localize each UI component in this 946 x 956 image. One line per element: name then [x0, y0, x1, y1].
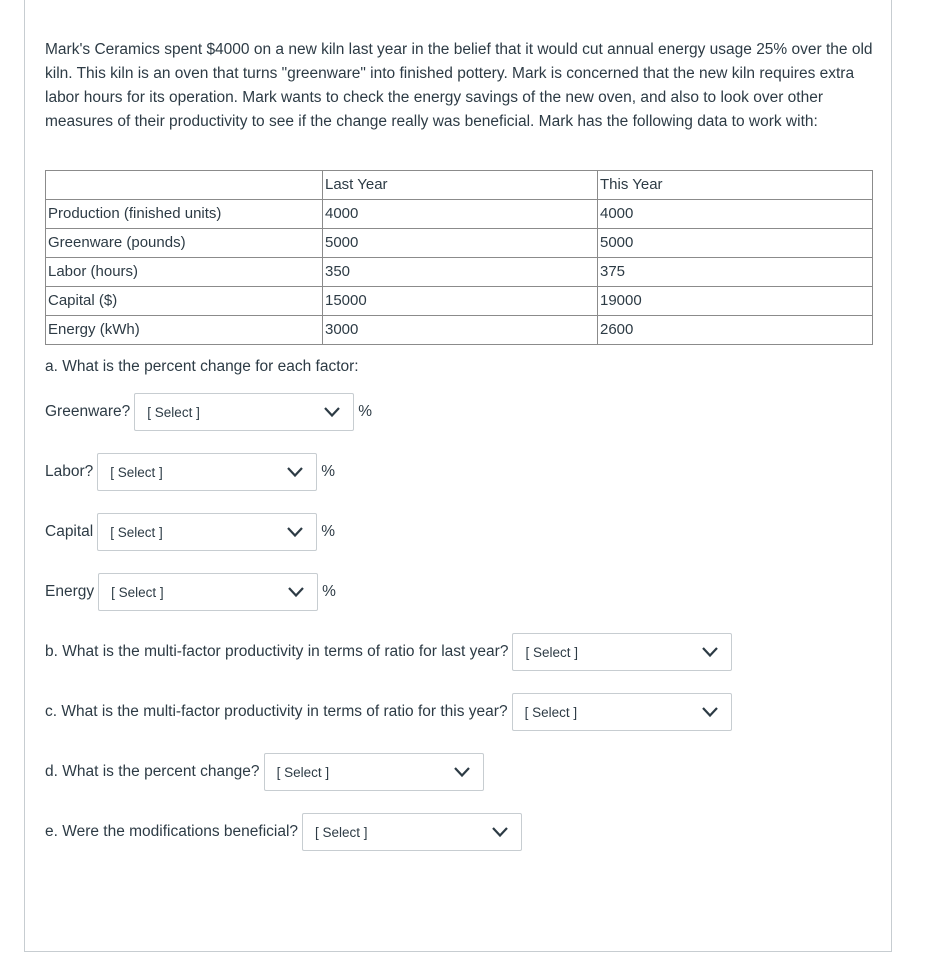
question-e-row [45, 813, 522, 851]
energy-select[interactable] [98, 573, 318, 611]
question-b-row [45, 633, 732, 671]
energy-row [45, 573, 336, 611]
chevron-down-icon [491, 826, 509, 838]
table-cell: 5000 [598, 229, 873, 258]
select-placeholder: [ Select ] [315, 824, 368, 840]
select-placeholder: [ Select ] [110, 524, 163, 540]
percent-unit: % [321, 523, 336, 540]
chevron-down-icon [323, 406, 341, 418]
chevron-down-icon [286, 526, 304, 538]
question-d-label: d. What is the percent change? [45, 763, 260, 780]
table-cell: Labor (hours) [46, 258, 323, 287]
chevron-down-icon [701, 646, 719, 658]
table-header-cell: Last Year [323, 171, 598, 200]
percent-unit: % [322, 583, 336, 600]
select-placeholder: [ Select ] [524, 704, 578, 720]
greenware-select[interactable] [134, 393, 354, 431]
chevron-down-icon [286, 466, 304, 478]
labor-select[interactable] [97, 453, 317, 491]
select-placeholder: [ Select ] [111, 584, 164, 600]
percent-unit: % [321, 463, 336, 480]
question-a-label: a. What is the percent change for each factor: [45, 358, 359, 375]
chevron-down-icon [287, 586, 305, 598]
table-cell: 4000 [323, 200, 598, 229]
labor-row [45, 453, 335, 491]
table-cell: 5000 [323, 229, 598, 258]
table-cell: Energy (kWh) [46, 316, 323, 345]
table-header-cell: This Year [598, 171, 873, 200]
question-d-row [45, 753, 484, 791]
question-intro: Mark's Ceramics spent $4000 on a new kiln last year in the belief that it would cut annual energy usage 25% over the old kiln. This kiln is an oven that turns "greenware" into finished pottery. Mark is concerned that the new kiln requires extra labor hours for its operation. Mark wants to check the energy savings of the new oven, and also to look over other measures of their productivity to see if the change really was beneficial. Mark has the following data to work with: [45, 41, 873, 130]
table-cell: 3000 [323, 316, 598, 345]
table-row [46, 287, 873, 316]
table-cell: Capital ($) [46, 287, 323, 316]
greenware-label: Greenware? [45, 403, 131, 420]
labor-label: Labor? [45, 463, 94, 480]
question-e-label: e. Were the modifications beneficial? [45, 823, 299, 840]
table-row [46, 258, 873, 287]
data-table [45, 170, 873, 345]
table-cell: 15000 [323, 287, 598, 316]
table-cell: 4000 [598, 200, 873, 229]
select-placeholder: [ Select ] [276, 764, 330, 780]
capital-select[interactable] [97, 513, 317, 551]
question-b-label: b. What is the multi-factor productivity in terms of ratio for last year? [45, 643, 509, 660]
question-c-label: c. What is the multi-factor productivity in terms of ratio for this year? [45, 703, 508, 720]
capital-label: Capital [45, 523, 94, 540]
select-placeholder: [ Select ] [525, 644, 578, 660]
table-row [46, 200, 873, 229]
table-cell: Production (finished units) [46, 200, 323, 229]
table-row [46, 229, 873, 258]
chevron-down-icon [701, 706, 719, 718]
table-cell: 350 [323, 258, 598, 287]
question-b-select[interactable] [512, 633, 732, 671]
select-placeholder: [ Select ] [147, 404, 200, 420]
question-d-select[interactable] [264, 753, 484, 791]
table-row [46, 316, 873, 345]
table-header-cell [46, 171, 323, 200]
question-c-row [45, 693, 732, 731]
table-cell: Greenware (pounds) [46, 229, 323, 258]
table-cell: 2600 [598, 316, 873, 345]
question-e-select[interactable] [302, 813, 522, 851]
table-cell: 375 [598, 258, 873, 287]
table-cell: 19000 [598, 287, 873, 316]
greenware-row [45, 393, 372, 431]
energy-label: Energy [45, 583, 95, 600]
percent-unit: % [358, 403, 373, 420]
chevron-down-icon [453, 766, 471, 778]
table-header-row [46, 171, 873, 200]
capital-row [45, 513, 335, 551]
select-placeholder: [ Select ] [110, 464, 163, 480]
question-c-select[interactable] [512, 693, 732, 731]
